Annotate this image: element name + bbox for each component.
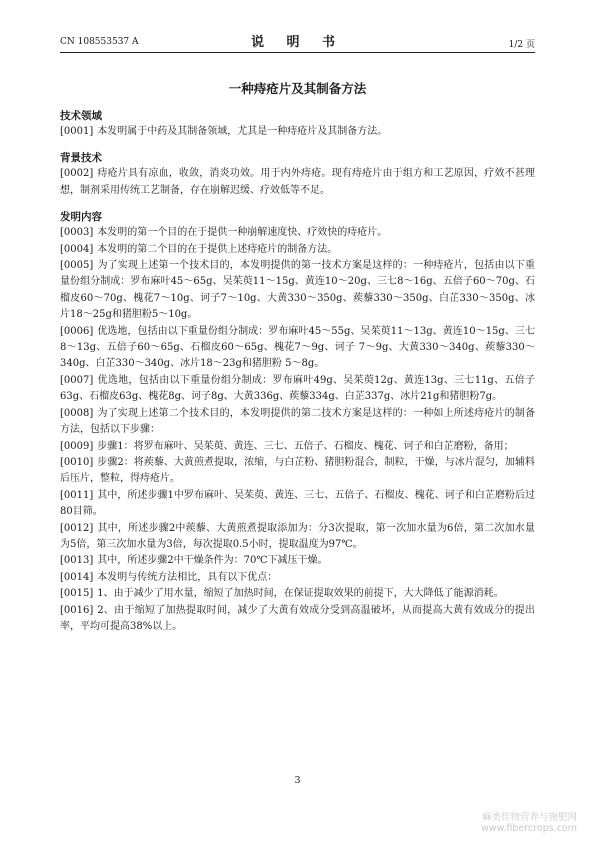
paragraph-0002: [60, 166, 535, 199]
page-number: 3: [294, 775, 301, 786]
paragraph-number: [0007]: [60, 374, 94, 386]
watermark: [437, 812, 577, 834]
paragraph-0001: [60, 124, 535, 140]
paragraph-number: [0003]: [60, 227, 94, 239]
paragraph-number: [0009]: [60, 440, 94, 452]
header-title: 说 明 书: [250, 35, 345, 50]
publication-number: CN 108553537 A: [60, 37, 139, 47]
paragraph-text: 优选地，包括由以下重量份组分制成：罗布麻叶45～55g、吴茱萸11～13g、黄连10～15g、三七8～13g、五倍子60～65g、石榴皮60～65g、槐花7～9g、诃子 7～9g、大黄330～340g、蒺藜330～340g、白芷330～340g、冰片18～23g和猪胆粉 5～8g。: [60, 325, 535, 370]
paragraph-0005: [60, 258, 535, 324]
paragraph-0011: [60, 488, 535, 521]
paragraph-text: 本发明的第二个目的在于提供上述痔疮片的制备方法。: [97, 243, 338, 255]
paragraph-0007: [60, 373, 535, 406]
section-heading-disclosure: 发明内容: [60, 211, 102, 224]
paragraph-text: 其中，所述步骤1中罗布麻叶、吴茱萸、黄连、三七、五倍子、石榴皮、槐花、诃子和白芷磨粉后过80目筛。: [60, 489, 535, 518]
paragraph-0010: [60, 455, 535, 488]
paragraph-number: [0002]: [60, 168, 94, 180]
paragraph-0006: [60, 324, 535, 373]
paragraph-number: [0004]: [60, 243, 94, 255]
paragraph-text: 痔疮片具有凉血，收敛，消炎功效。用于内外痔疮。现有痔疮片由于组方和工艺原因，疗效不甚理想，制剂采用传统工艺制备，存在崩解迟缓、疗效低等不足。: [60, 168, 535, 196]
paragraph-0003: [60, 225, 535, 241]
section-heading-background: 背景技术: [60, 152, 102, 165]
paragraph-number: [0001]: [60, 126, 94, 137]
paragraph-number: [0005]: [60, 260, 94, 272]
paragraph-text: 本发明与传统方法相比，具有以下优点：: [97, 571, 278, 583]
paragraph-number: [0014]: [60, 571, 94, 583]
paragraph-0016: [60, 603, 535, 636]
page-info: 1/2 页: [508, 40, 535, 50]
watermark-line1: 麻类作物营养与施肥网: [481, 812, 577, 823]
paragraph-number: [0010]: [60, 456, 94, 468]
paragraph-0013: [60, 553, 535, 569]
paragraph-text: 为了实现上述第一个技术目的，本发明提供的第一技术方案是这样的：一种痔疮片，包括由以下重量份组分制成：罗布麻叶45～65g、吴茱萸11～15g、黄连10～20g、三七8～16g、五倍子60～70g、石榴皮60～70g、槐花7～10g、诃子7～10g、大黄330～350g、蒺藜330～350g、白芷330～350g、冰片18～25g和猪胆粉5～10g。: [60, 260, 535, 321]
section-heading-tech-field: 技术领域: [60, 110, 102, 122]
watermark-line2: www.fibercrops.com: [480, 823, 577, 834]
paragraph-text: 本发明的第一个目的在于提供一种崩解速度快、疗效快的痔疮片。: [97, 227, 388, 239]
paragraph-number: [0008]: [60, 407, 94, 419]
paragraph-0004: [60, 242, 535, 258]
paragraph-number: [0015]: [60, 588, 94, 600]
paragraph-number: [0016]: [60, 604, 94, 616]
paragraph-text: 其中，所述步骤2中蒺藜、大黄煎煮提取添加为：分3次提取，第一次加水量为6倍，第二次加水量为5倍，第三次加水量为3倍，每次提取0.5小时，提取温度为97℃。: [60, 522, 535, 550]
paragraph-text: 其中，所述步骤2中干燥条件为：70℃下减压干燥。: [97, 555, 328, 567]
paragraph-0012: [60, 521, 535, 554]
paragraph-0009: [60, 439, 535, 455]
paragraph-text: 本发明属于中药及其制备领域，尤其是一种痔疮片及其制备方法。: [97, 126, 388, 137]
paragraph-number: [0012]: [60, 522, 94, 534]
paragraph-text: 1、由于减少了用水量，缩短了加热时间，在保证提取效果的前提下，大大降低了能源消耗。: [97, 588, 504, 600]
document-body: [60, 108, 535, 635]
document-title: 一种痔疮片及其制备方法: [228, 81, 367, 96]
paragraph-0014: [60, 570, 535, 586]
paragraph-text: 步骤2：将蒺藜、大黄煎煮提取，浓缩，与白芷粉、猪胆粉混合，制粒，干燥，与冰片混匀，加辅料后压片，整粒，得痔疮片。: [60, 456, 535, 485]
page-header: [60, 31, 535, 49]
paragraph-number: [0011]: [60, 489, 94, 501]
paragraph-0008: [60, 406, 535, 439]
header-rule: [60, 52, 535, 53]
paragraph-text: 为了实现上述第二个技术目的，本发明提供的第二技术方案是这样的：一种如上所述痔疮片的制备方法，包括以下步骤：: [60, 407, 535, 436]
paragraph-text: 2、由于缩短了加热提取时间，减少了大黄有效成分受到高温破坏，从而提高大黄有效成分的提出率，平均可提高38%以上。: [60, 604, 535, 632]
paragraph-number: [0013]: [60, 555, 94, 567]
paragraph-text: 步骤1：将罗布麻叶、吴茱萸、黄连、三七、五倍子、石榴皮、槐花、诃子和白芷磨粉，备用；: [97, 440, 514, 452]
paragraph-0015: [60, 586, 535, 602]
paragraph-number: [0006]: [60, 325, 94, 337]
paragraph-text: 优选地，包括由以下重量份组分制成：罗布麻叶49g、吴茱萸12g、黄连13g、三七11g、五倍子63g、石榴皮63g、槐花8g、诃子8g、大黄336g、蒺藜334g、白芷337g、冰片21g和猪胆粉7g。: [60, 374, 535, 403]
